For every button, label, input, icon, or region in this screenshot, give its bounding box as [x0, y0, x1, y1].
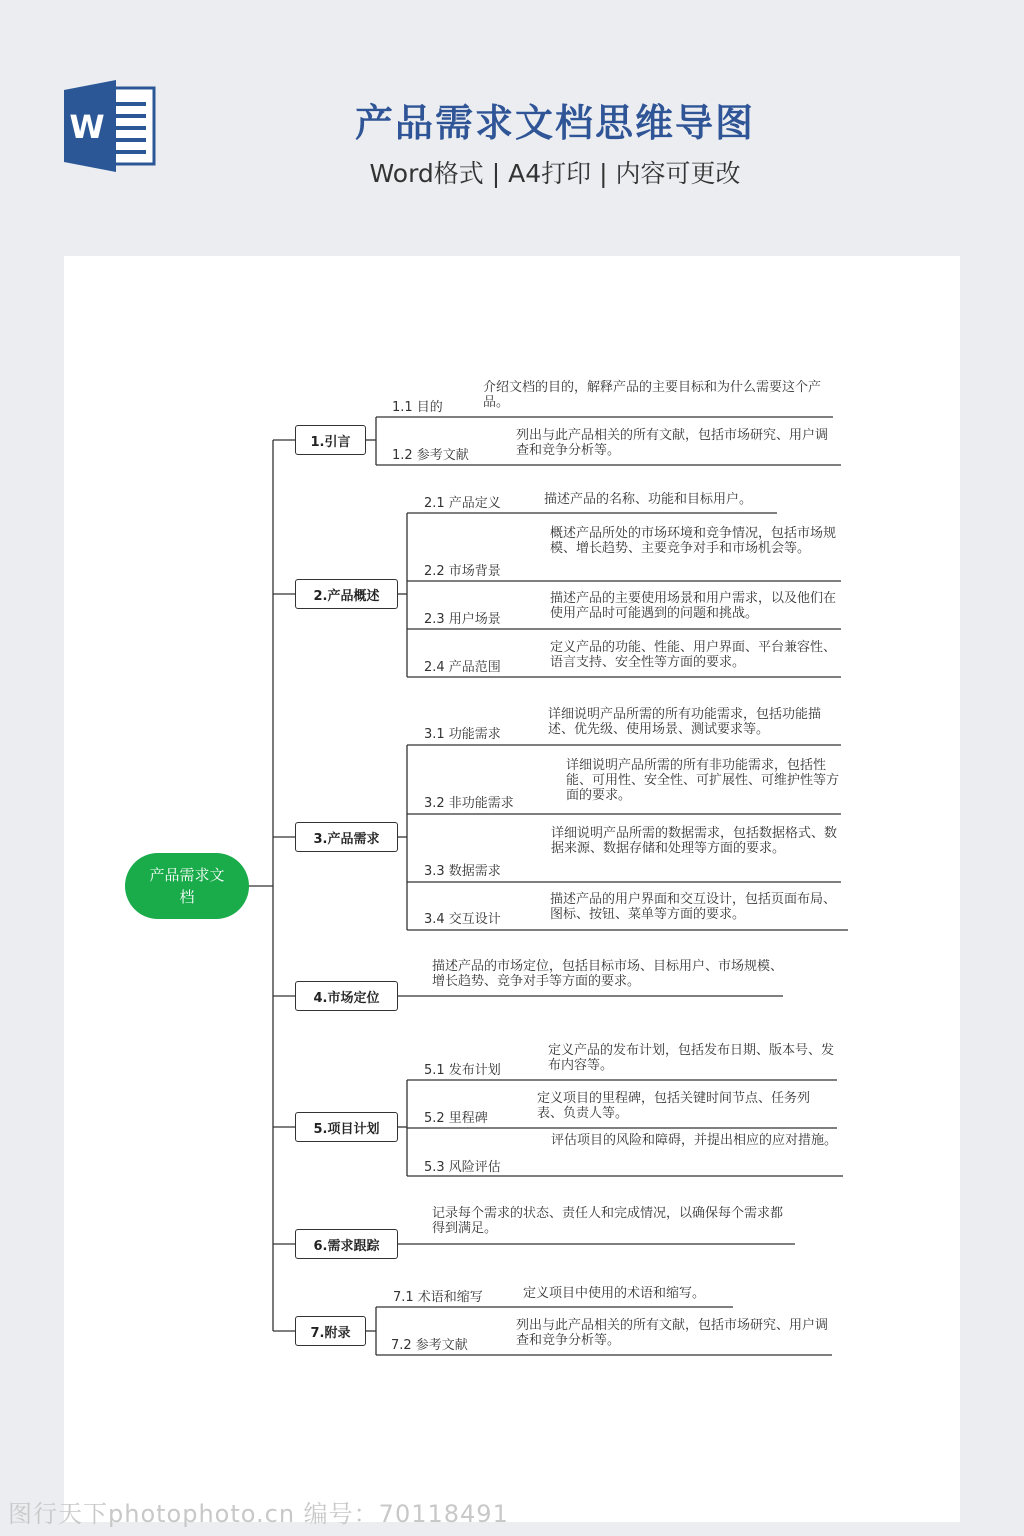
subtopic-description: 描述产品的用户界面和交互设计，包括页面布局、图标、按钮、菜单等方面的要求。: [550, 892, 837, 922]
subtopic-description: 定义项目中使用的术语和缩写。: [523, 1286, 706, 1301]
subtopic-label: 2.4 产品范围: [424, 660, 501, 675]
subtopic-description: 描述产品的主要使用场景和用户需求，以及他们在使用产品时可能遇到的问题和挑战。: [550, 591, 837, 621]
subtopic-description: 描述产品的名称、功能和目标用户。: [544, 492, 753, 507]
subtopic-label: 2.1 产品定义: [424, 496, 501, 511]
subtopic-description: 详细说明产品所需的数据需求，包括数据格式、数据来源、数据存储和处理等方面的要求。: [551, 826, 838, 856]
subtopic-label: 3.2 非功能需求: [424, 796, 514, 811]
section-description: 记录每个需求的状态、责任人和完成情况，以确保每个需求都得到满足。: [432, 1206, 784, 1236]
subtopic-description: 列出与此产品相关的所有文献，包括市场研究、用户调查和竞争分析等。: [516, 428, 829, 458]
subtopic-description: 介绍文档的目的，解释产品的主要目标和为什么需要这个产品。: [483, 380, 822, 410]
section-node-requirements: 3.产品需求: [295, 822, 398, 852]
word-icon-letter: W: [69, 108, 105, 146]
subtopic-description: 概述产品所处的市场环境和竞争情况，包括市场规模、增长趋势、主要竞争对手和市场机会等。: [550, 526, 837, 556]
subtopic-label: 5.3 风险评估: [424, 1160, 501, 1175]
subtopic-label: 3.1 功能需求: [424, 727, 501, 742]
section-node-appendix: 7.附录: [295, 1316, 366, 1346]
section-node-market-positioning: 4.市场定位: [295, 981, 398, 1011]
subtopic-description: 定义产品的功能、性能、用户界面、平台兼容性、语言支持、安全性等方面的要求。: [550, 640, 837, 670]
root-node-label: 产品需求文档: [149, 866, 225, 906]
section-node-overview: 2.产品概述: [295, 579, 398, 609]
page-title: 产品需求文档思维导图: [354, 101, 755, 145]
subtopic-label: 7.1 术语和缩写: [393, 1290, 483, 1305]
subtopic-label: 2.3 用户场景: [424, 612, 501, 627]
watermark: 图行天下photophoto.cn 编号：70118491: [8, 1500, 509, 1528]
subtopic-description: 列出与此产品相关的所有文献，包括市场研究、用户调查和竞争分析等。: [516, 1318, 829, 1348]
section-node-requirement-tracking: 6.需求跟踪: [295, 1229, 398, 1259]
page-subtitle: Word格式 | A4打印 | 内容可更改: [369, 159, 741, 188]
subtopic-description: 详细说明产品所需的所有非功能需求，包括性能、可用性、安全性、可扩展性、可维护性等方面的要求。: [566, 758, 840, 803]
subtopic-label: 1.2 参考文献: [392, 448, 469, 463]
subtopic-label: 7.2 参考文献: [391, 1338, 468, 1353]
subtopic-label: 3.3 数据需求: [424, 864, 501, 879]
section-description: 描述产品的市场定位，包括目标市场、目标用户、市场规模、增长趋势、竞争对手等方面的要求。: [432, 959, 784, 989]
subtopic-label: 5.1 发布计划: [424, 1063, 501, 1078]
subtopic-description: 详细说明产品所需的所有功能需求，包括功能描述、优先级、使用场景、测试要求等。: [548, 707, 822, 737]
subtopic-description: 定义项目的里程碑，包括关键时间节点、任务列表、负责人等。: [537, 1091, 811, 1121]
section-node-introduction: 1.引言: [295, 425, 366, 455]
subtopic-label: 5.2 里程碑: [424, 1111, 488, 1126]
subtopic-label: 1.1 目的: [392, 400, 443, 415]
subtopic-description: 定义产品的发布计划，包括发布日期、版本号、发布内容等。: [548, 1043, 835, 1073]
root-node: [125, 853, 249, 919]
subtopic-label: 2.2 市场背景: [424, 564, 501, 579]
subtopic-label: 3.4 交互设计: [424, 912, 501, 927]
section-node-project-plan: 5.项目计划: [295, 1112, 398, 1142]
subtopic-description: 评估项目的风险和障碍，并提出相应的应对措施。: [551, 1133, 838, 1148]
